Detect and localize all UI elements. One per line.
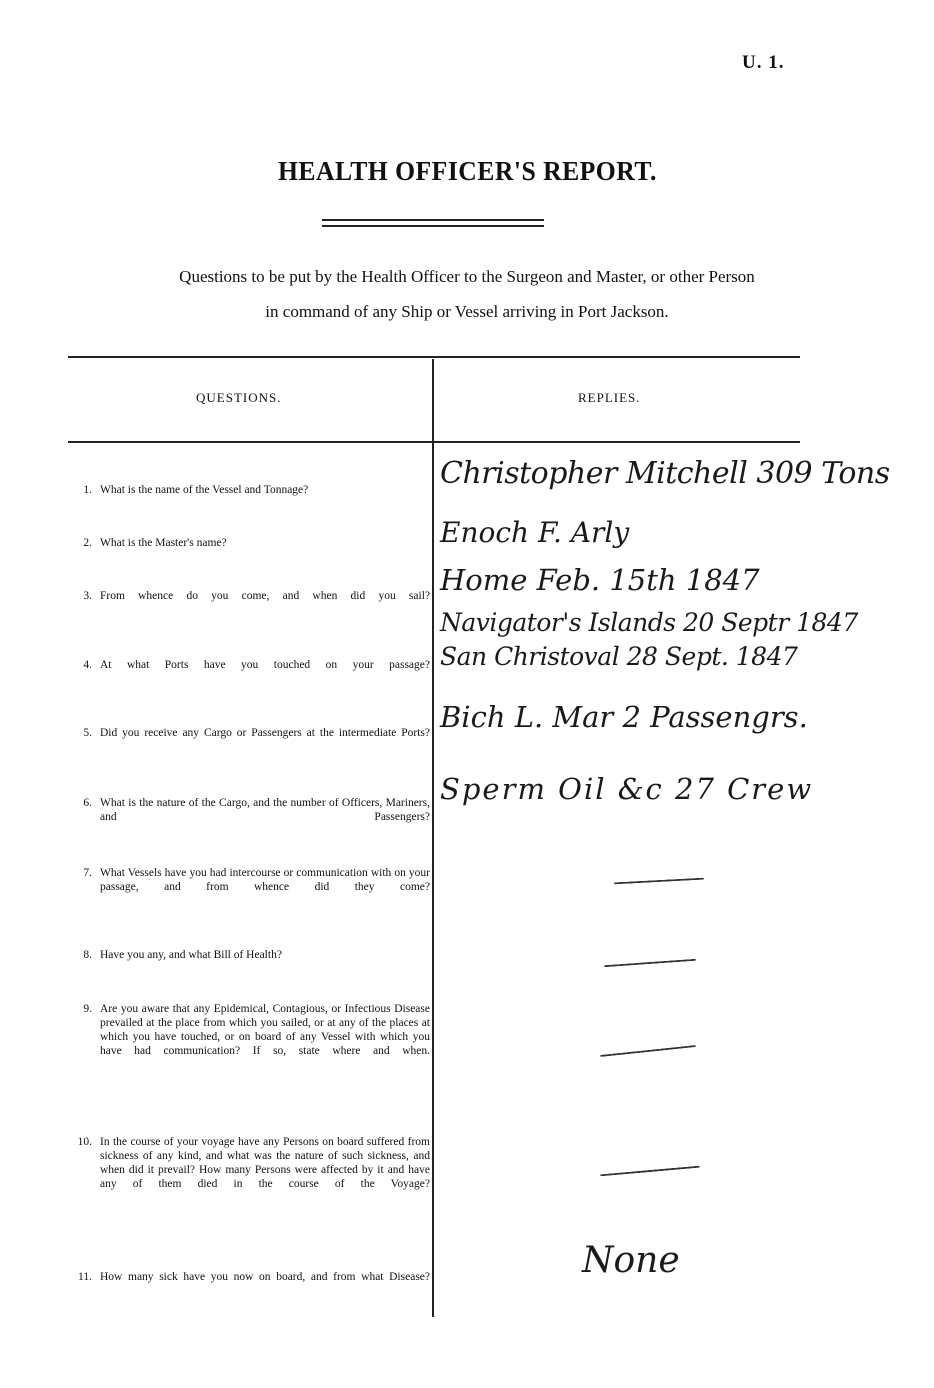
question-text: At what Ports have you touched on your passage? <box>100 659 430 671</box>
question-text: Are you aware that any Epidemical, Contagious, or Infectious Disease prevailed at the place from which you sailed, or at any of the places at which you have touched, or on board of any Vessel with which you have had communication? If so, state where and when. <box>100 1003 430 1057</box>
question-number: 7. <box>83 867 92 879</box>
replies-column-header: REPLIES. <box>578 390 641 405</box>
question-text: What Vessels have you had intercourse or communication with on your passage, and from whence did they come? <box>100 867 430 893</box>
reply-sick-on-board: None <box>582 1240 680 1281</box>
question-number: 11. <box>78 1271 92 1283</box>
question-text: From whence do you come, and when did you sail? <box>100 590 430 602</box>
reply-dash-q7 <box>614 878 704 885</box>
subtitle-line-2: in command of any Ship or Vessel arriving in Port Jackson. <box>265 302 669 321</box>
reply-dash-q9 <box>600 1045 696 1057</box>
question-text: What is the name of the Vessel and Tonnage? <box>100 484 309 496</box>
question-number: 8. <box>83 949 92 961</box>
reply-ports-touched-1: Navigator's Islands 20 Septr 1847 <box>440 608 858 637</box>
reply-cargo-passengers: Bich L. Mar 2 Passengrs. <box>440 700 808 734</box>
question-number: 9. <box>83 1003 92 1015</box>
question-text: Have you any, and what Bill of Health? <box>100 949 282 961</box>
question-number: 6. <box>83 797 92 809</box>
title-underline-top <box>322 219 544 221</box>
questions-column-header: QUESTIONS. <box>196 390 282 405</box>
reply-vessel-tonnage: Christopher Mitchell 309 Tons <box>440 456 890 491</box>
question-text: How many sick have you now on board, and from what Disease? <box>100 1271 430 1283</box>
reply-from-whence: Home Feb. 15th 1847 <box>440 563 760 597</box>
reply-nature-of-cargo: Sperm Oil &c 27 Crew <box>440 772 814 806</box>
question-text: What is the Master's name? <box>100 537 227 549</box>
reply-master-name: Enoch F. Arly <box>440 516 630 549</box>
subtitle-line-1: Questions to be put by the Health Officer to the Surgeon and Master, or other Person <box>179 267 755 286</box>
question-text: In the course of your voyage have any Persons on board suffered from sickness of any kind, and what was the nature of such sickness, and when did it prevail? How many Persons were affected by it and have any of them died in the course of the Voyage? <box>100 1136 430 1190</box>
title-underline-bottom <box>322 225 544 227</box>
reply-dash-q10 <box>600 1166 700 1177</box>
question-number: 5. <box>83 727 92 739</box>
question-number: 4. <box>83 659 92 671</box>
form-id: U. 1. <box>742 52 785 73</box>
question-number: 10. <box>77 1136 92 1148</box>
question-text: Did you receive any Cargo or Passengers at the intermediate Ports? <box>100 727 430 739</box>
column-divider <box>432 359 434 1317</box>
page-title <box>0 156 934 187</box>
reply-ports-touched-2: San Christoval 28 Sept. 1847 <box>440 642 798 671</box>
table-header-rule <box>68 441 800 443</box>
question-number: 1. <box>83 484 92 496</box>
page-title-text: HEALTH OFFICER'S REPORT. <box>277 156 657 186</box>
table-top-rule <box>68 356 800 358</box>
question-number: 2. <box>83 537 92 549</box>
question-text: What is the nature of the Cargo, and the number of Officers, Mariners, and Passengers? <box>100 797 430 823</box>
reply-dash-q8 <box>604 959 696 967</box>
question-number: 3. <box>83 590 92 602</box>
